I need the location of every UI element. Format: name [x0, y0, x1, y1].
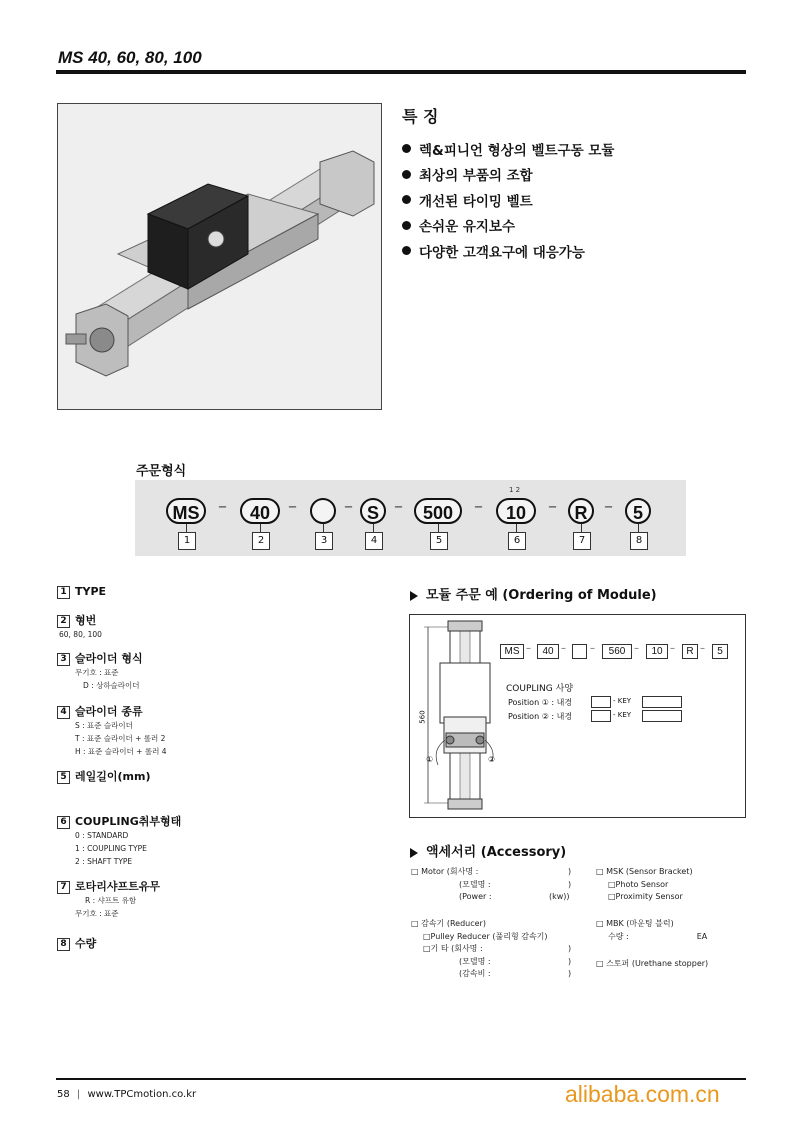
- order-code-type: MS: [166, 498, 206, 524]
- page-number: 58: [57, 1089, 70, 1100]
- bullet-icon: [402, 195, 411, 204]
- key-label: - KEY: [613, 697, 632, 705]
- order-code-coupling: 10: [496, 498, 536, 524]
- order-number: 4: [365, 532, 383, 550]
- order-number: 3: [315, 532, 333, 550]
- position-2-key-box: [642, 710, 682, 722]
- order-code-rotary: R: [568, 498, 594, 524]
- bullet-icon: [402, 144, 411, 153]
- dash: –: [604, 496, 613, 517]
- legend-item-slider-type: 3 슬라이더 형식 무기호 : 표준 D : 상하슬라이더: [57, 650, 143, 692]
- order-code-qty: 5: [625, 498, 651, 524]
- title-rule: [56, 70, 746, 74]
- triangle-icon: [410, 591, 418, 601]
- tick: [638, 524, 639, 532]
- accessory-stopper: □ 스토퍼 (Urethane stopper): [596, 959, 709, 968]
- feature-item: 개선된 타이밍 벨트: [402, 187, 614, 213]
- triangle-icon: [410, 848, 418, 858]
- dash: –: [670, 643, 675, 654]
- bullet-icon: [402, 221, 411, 230]
- dash: –: [288, 496, 297, 517]
- module-code: 10: [646, 644, 668, 659]
- legend-item-rail-length: 5 레일길이(mm): [57, 768, 150, 784]
- order-code-size: 40: [240, 498, 280, 524]
- dash: –: [344, 496, 353, 517]
- tick: [438, 524, 439, 532]
- module-example-heading: 모듈 주문 예 (Ordering of Module): [410, 584, 657, 603]
- legend-item-coupling: 6 COUPLING취부형태 0 : STANDARD 1 : COUPLING TYPE 2 : SHAFT TYPE: [57, 813, 181, 868]
- order-number: 5: [430, 532, 448, 550]
- legend-item-quantity: 8 수량: [57, 935, 96, 951]
- position-1-key-box: [642, 696, 682, 708]
- accessory-mbk: □ MBK (마운팅 블럭) 수량 : EA: [596, 919, 708, 941]
- feature-item: 렉&피니언 형상의 벨트구동 모듈: [402, 136, 614, 162]
- order-code-rail-length: 500: [414, 498, 462, 524]
- feature-item: 최상의 부품의 조합: [402, 162, 614, 188]
- module-code: [572, 644, 587, 659]
- tick: [260, 524, 261, 532]
- order-format-label: 주문형식: [136, 464, 187, 479]
- key-label: - KEY: [613, 711, 632, 719]
- position-2-label: Position ② : 내경: [508, 712, 573, 721]
- order-format-box: [135, 480, 686, 556]
- legend-item-type: 1 TYPE: [57, 585, 106, 599]
- tick: [323, 524, 324, 532]
- dimension-label: 560: [418, 710, 427, 724]
- feature-item: 손쉬운 유지보수: [402, 213, 614, 239]
- order-number: 1: [178, 532, 196, 550]
- accessory-reducer: □ 감속기 (Reducer) □Pulley Reducer (풀리형 감속기) □기 타 (회사명 : (모델명 : (감속비 :: [411, 919, 548, 978]
- footer-rule: [56, 1078, 746, 1080]
- accessory-motor-brackets: ) ): [568, 867, 572, 889]
- module-code: 40: [537, 644, 559, 659]
- order-number: 6: [508, 532, 526, 550]
- bullet-icon: [402, 246, 411, 255]
- feature-item: 다양한 고객요구에 대응가능: [402, 238, 614, 264]
- legend-item-slider-kind: 4 슬라이더 종류 S : 표준 슬라이더 T : 표준 슬라이더 + 롤러 2 H : 표준 슬라이더 + 롤러 4: [57, 703, 167, 758]
- dash: –: [590, 643, 595, 654]
- accessory-motor-power-unit: (kw)): [549, 892, 570, 901]
- accessory-motor: □ Motor (회사명 : (모델명 : (Power :: [411, 867, 492, 901]
- module-code: 5: [712, 644, 728, 659]
- website-link[interactable]: www.TPCmotion.co.kr: [87, 1089, 197, 1100]
- tick: [373, 524, 374, 532]
- order-code-slider-type: [310, 498, 336, 524]
- order-number: 8: [630, 532, 648, 550]
- product-image: [57, 103, 382, 410]
- position-1-bore-box: [591, 696, 611, 708]
- legend-item-model: 2 형번 60, 80, 100: [59, 614, 102, 639]
- bullet-icon: [402, 170, 411, 179]
- dash: –: [634, 643, 639, 654]
- dash: –: [474, 496, 483, 517]
- tick: [516, 524, 517, 532]
- dash: –: [526, 643, 531, 654]
- page-title: MS 40, 60, 80, 100: [58, 48, 202, 67]
- position-marker-1: ①: [426, 755, 434, 764]
- order-number: 7: [573, 532, 591, 550]
- module-code: R: [682, 644, 698, 659]
- position-2-bore-box: [591, 710, 611, 722]
- accessory-reducer-brackets: ) ) ): [568, 944, 572, 978]
- dash: –: [700, 643, 705, 654]
- module-code: 560: [602, 644, 632, 659]
- dash: –: [394, 496, 403, 517]
- dash: –: [548, 496, 557, 517]
- position-marker-2: ②: [488, 755, 496, 764]
- accessory-heading: 액세서리 (Accessory): [410, 841, 566, 860]
- position-1-label: Position ① : 내경: [508, 698, 573, 707]
- module-code: MS: [500, 644, 524, 659]
- coupling-spec-title: COUPLING 사양: [506, 684, 574, 694]
- legend-item-rotary-shaft: 7 로타리샤프트유무 R : 샤프트 유함 무기호 : 표준: [57, 878, 160, 920]
- accessory-msk: □ MSK (Sensor Bracket) □Photo Sensor □Proximity Sensor: [596, 867, 693, 901]
- tick: [581, 524, 582, 532]
- footer: [57, 1089, 196, 1100]
- coupling-superscript: 1 2: [509, 486, 521, 494]
- features-list: [402, 136, 614, 264]
- tick: [186, 524, 187, 532]
- features-title: 특 징: [402, 107, 439, 126]
- divider: |: [76, 1089, 81, 1100]
- order-code-slider-kind: S: [360, 498, 386, 524]
- dash: –: [218, 496, 227, 517]
- order-number: 2: [252, 532, 270, 550]
- watermark: alibaba.com.cn: [565, 1081, 720, 1107]
- dash: –: [561, 643, 566, 654]
